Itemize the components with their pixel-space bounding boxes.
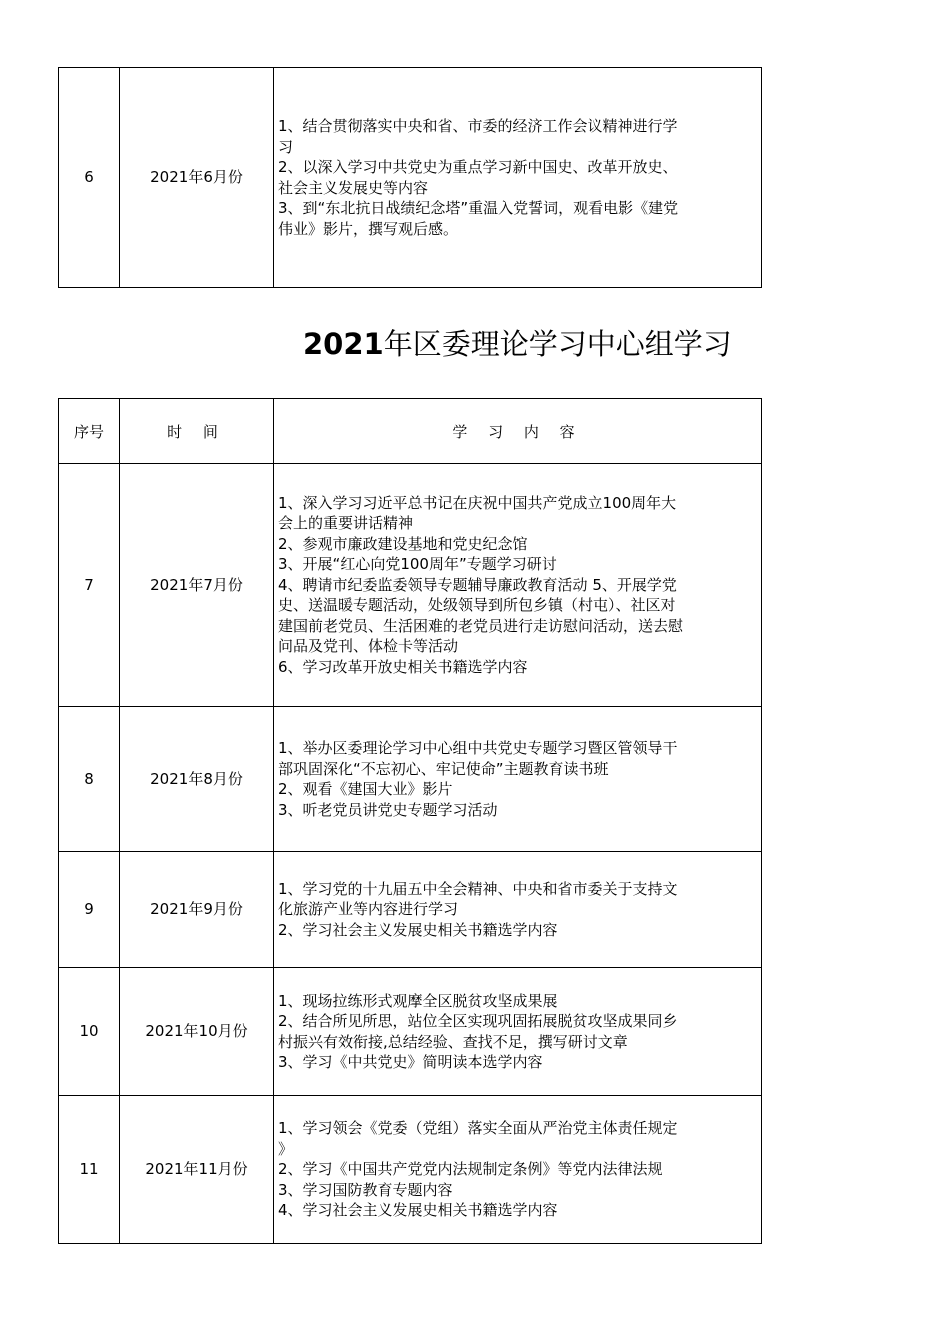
header-content: 学 习 内 容 xyxy=(274,399,762,464)
header-time: 时 间 xyxy=(120,399,274,464)
content-line: 史、送温暖专题活动，处级领导到所包乡镇（村屯）、社区对 xyxy=(278,596,676,615)
row-content xyxy=(274,68,762,288)
row-number: 8 xyxy=(59,707,120,852)
content-line: 2、结合所见所思，站位全区实现巩固拓展脱贫攻坚成果同乡 xyxy=(278,1012,678,1030)
content-line: 1、学习领会《党委（党组）落实全面从严治党主体责任规定 xyxy=(278,1119,678,1138)
title-text: 年区委理论学习中心组学习 xyxy=(383,327,732,361)
content-line: 3、学习国防教育专题内容 xyxy=(278,1180,453,1199)
row-month: 2021年10月份 xyxy=(120,968,274,1096)
content-line: 6、学习改革开放史相关书籍选学内容 xyxy=(278,657,528,676)
content-line: 3、开展“红心向党100周年”专题学习研讨 xyxy=(278,555,557,574)
row-month: 2021年7月份 xyxy=(120,464,274,707)
content-line: 村振兴有效衔接,总结经验、查找不足，撰写研讨文章 xyxy=(278,1032,628,1051)
row-month: 2021年8月份 xyxy=(120,707,274,852)
content-line: 社会主义发展史等内容 xyxy=(278,178,429,197)
schedule-table xyxy=(58,398,762,1244)
table-header xyxy=(59,399,762,464)
row-number: 11 xyxy=(59,1096,120,1244)
content-line: 4、聘请市纪委监委领导专题辅导廉政教育活动 5、开展学党 xyxy=(278,575,677,594)
table-row xyxy=(59,968,762,1096)
content-line: 部巩固深化“不忘初心、牢记使命”主题教育读书班 xyxy=(278,759,609,778)
row-number: 7 xyxy=(59,464,120,707)
title-year: 2021 xyxy=(303,327,384,361)
page-title-wrap xyxy=(58,322,761,366)
content-line: 1、学习党的十九届五中全会精神、中央和省市委关于支持文 xyxy=(278,879,678,898)
content-line: 2、学习《中国共产党党内法规制定条例》等党内法律法规 xyxy=(278,1160,663,1179)
content-line: 3、听老党员讲党史专题学习活动 xyxy=(278,800,498,819)
row-month: 2021年6月份 xyxy=(120,68,274,288)
table-row xyxy=(59,1096,762,1244)
page-title xyxy=(303,322,732,366)
row-content xyxy=(274,1096,762,1244)
content-line: 1、举办区委理论学习中心组中共党史专题学习暨区管领导干 xyxy=(278,739,678,757)
content-line: 》 xyxy=(278,1139,294,1158)
content-line: 3、学习《中共党史》简明读本选学内容 xyxy=(278,1053,543,1071)
row-content xyxy=(274,464,762,707)
row-month: 2021年11月份 xyxy=(120,1096,274,1244)
row-content xyxy=(274,707,762,852)
table-row xyxy=(59,707,762,852)
table-row xyxy=(59,852,762,968)
content-line: 1、深入学习习近平总书记在庆祝中国共产党成立100周年大 xyxy=(278,493,677,512)
row-month: 2021年9月份 xyxy=(120,852,274,968)
content-line: 问品及党刊、体检卡等活动 xyxy=(278,637,459,656)
row-content xyxy=(274,852,762,968)
row-number: 10 xyxy=(59,968,120,1096)
header-number: 序号 xyxy=(59,399,120,464)
content-line: 2、学习社会主义发展史相关书籍选学内容 xyxy=(278,920,558,939)
table-row xyxy=(59,68,762,288)
content-line: 2、观看《建国大业》影片 xyxy=(278,780,453,798)
row-number: 6 xyxy=(59,68,120,288)
content-line: 3、到“东北抗日战绩纪念塔”重温入党誓词，观看电影《建党 xyxy=(278,199,679,217)
content-line: 会上的重要讲话精神 xyxy=(278,514,414,533)
content-line: 2、参观市廉政建设基地和党史纪念馆 xyxy=(278,534,528,553)
content-line: 建国前老党员、生活困难的老党员进行走访慰问活动，送去慰 xyxy=(278,616,684,635)
top-table xyxy=(58,67,762,288)
content-line: 4、学习社会主义发展史相关书籍选学内容 xyxy=(278,1201,558,1220)
row-content xyxy=(274,968,762,1096)
content-line: 1、现场拉练形式观摩全区脱贫攻坚成果展 xyxy=(278,991,558,1010)
content-line: 化旅游产业等内容进行学习 xyxy=(278,900,459,919)
row-number: 9 xyxy=(59,852,120,968)
content-line: 1、结合贯彻落实中央和省、市委的经济工作会议精神进行学 xyxy=(278,117,678,135)
content-line: 伟业》影片，撰写观后感。 xyxy=(278,219,459,238)
content-line: 习 xyxy=(278,137,294,156)
table-row xyxy=(59,464,762,707)
content-line: 2、以深入学习中共党史为重点学习新中国史、改革开放史、 xyxy=(278,158,678,176)
